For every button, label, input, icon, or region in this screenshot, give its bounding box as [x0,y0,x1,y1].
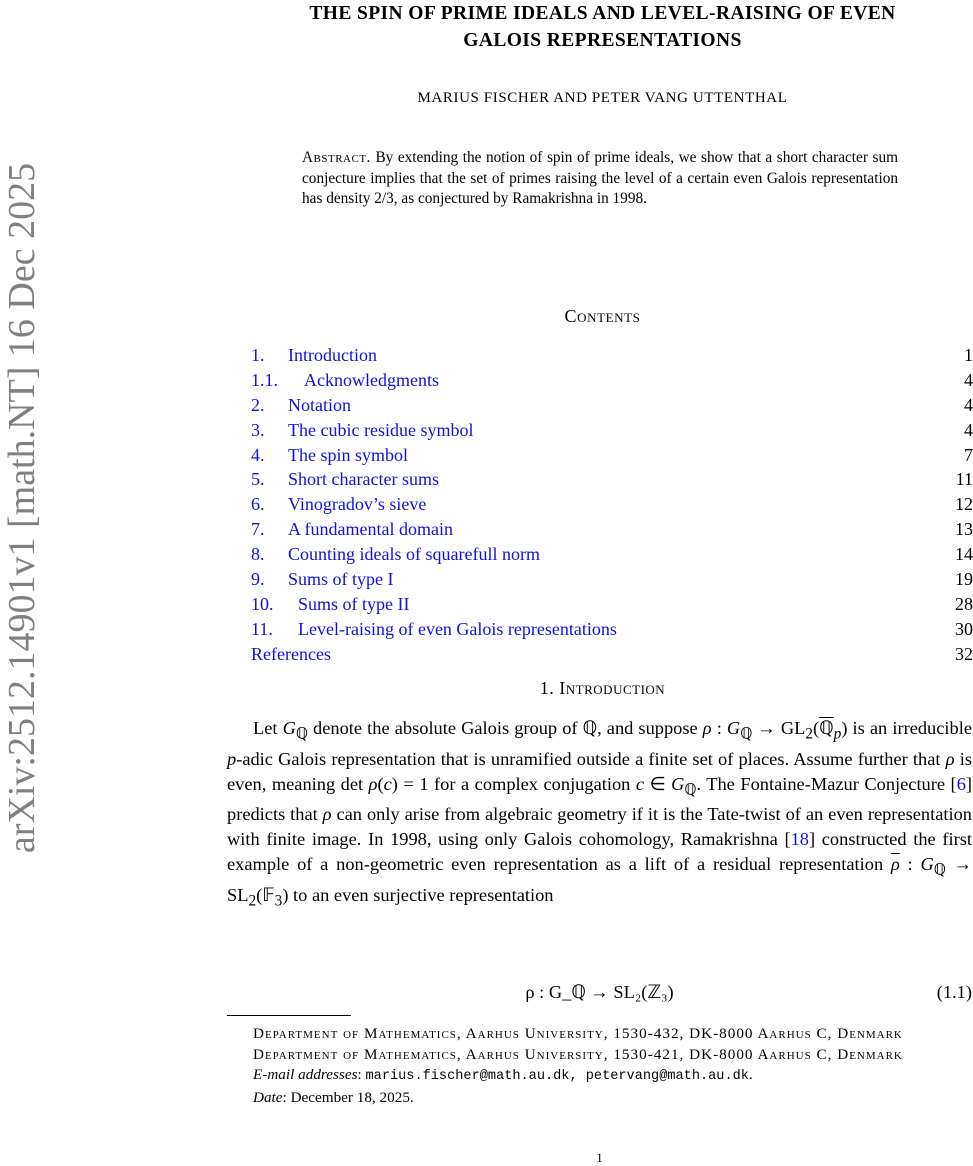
text-run: -adic Galois representation that is unramified outside a finite set of places. Assume further that [236,748,946,769]
page-number: 1 [596,1150,603,1165]
toc-page-number: 12 [955,494,973,515]
authors: MARIUS FISCHER AND PETER VANG UTTENTHAL [417,90,788,106]
text-run: Let [253,718,283,738]
address-1: Department of Mathematics, Aarhus University, 1530-432, DK-8000 Aarhus C, Denmark [253,1025,903,1042]
equation-1-1 [227,982,972,1007]
toc-entry[interactable] [251,492,973,517]
toc-number[interactable]: 1.1. [251,369,278,390]
toc-title-link[interactable]: Sums of type I [288,569,394,590]
toc-title-link[interactable]: Counting ideals of squarefull norm [288,544,540,565]
toc-entry[interactable] [251,443,973,468]
title-line-1: THE SPIN OF PRIME IDEALS AND LEVEL-RAISING OF EVEN [309,3,896,24]
citation-link[interactable]: 6 [956,773,966,794]
toc-number[interactable]: 3. [251,419,265,440]
toc-title-link[interactable]: The spin symbol [288,444,408,465]
equation-number: (1.1) [936,982,972,1002]
toc-title-link[interactable]: Introduction [288,345,377,365]
date-label: Date [253,1088,283,1106]
toc-title-link[interactable]: Vinogradov’s sieve [288,494,427,515]
email-line: E-mail addresses: marius.fischer@math.au.dk, petervang@math.au.dk. [253,1066,753,1084]
toc-page-number: 4 [964,369,973,390]
text-run: is even, meaning det [227,748,972,794]
toc-title-link[interactable]: A fundamental domain [288,519,453,540]
toc-page-number: 28 [955,593,973,614]
arxiv-sidebar [0,0,52,1165]
toc-number[interactable]: 4. [251,444,265,465]
footnotes [227,1024,972,1108]
date-line: Date: December 18, 2025. [253,1088,414,1106]
email-label: E-mail addresses [253,1066,358,1083]
text-run: denote the absolute Galois group of ℚ, and suppose [307,718,703,738]
toc-number[interactable]: 5. [251,469,265,490]
toc-entry[interactable] [251,343,973,368]
section-number: 1. [539,678,555,698]
toc-title-link[interactable]: References [251,643,331,664]
toc-number[interactable]: 9. [251,569,265,590]
text-run: ] predicts that [227,773,973,825]
toc-page-number: 14 [955,544,973,565]
toc-page-number: 13 [955,519,973,540]
abstract [302,148,898,210]
section-title: Introduction [559,678,666,698]
toc-page-number: 32 [955,643,973,664]
toc-entry[interactable] [251,368,973,393]
toc-number[interactable]: 10. [251,593,274,614]
text-run: = 1 for a complex conjugation [397,773,636,794]
equation-text: ρ : G_ℚ → SL₂(ℤ₃) [525,982,674,1002]
text-run: is an irreducible [847,718,972,738]
table-of-contents [251,343,973,667]
citation-link[interactable]: 18 [790,829,809,850]
toc-entry[interactable] [251,642,973,667]
toc-title-link[interactable]: Sums of type II [298,593,410,614]
toc-number[interactable]: 1. [251,345,265,365]
toc-entry[interactable] [251,617,973,642]
email-addresses[interactable]: marius.fischer@math.au.dk, petervang@math.au.dk [365,1069,749,1084]
arxiv-identifier: arXiv:2512.14901v1 [math.NT] 16 Dec 2025 [1,162,43,854]
toc-title-link[interactable]: Acknowledgments [304,369,439,390]
toc-number[interactable]: 6. [251,494,265,515]
toc-page-number: 11 [955,469,973,490]
toc-page-number: 30 [955,618,973,639]
section-heading [230,678,973,699]
toc-entry[interactable] [251,567,973,592]
paper-title [230,0,973,54]
toc-title-link[interactable]: Level-raising of even Galois representations [298,618,617,639]
toc-title-link[interactable]: The cubic residue symbol [288,419,474,440]
toc-page-number: 4 [964,419,973,440]
text-run: . The Fontaine-Mazur Conjecture [ [696,773,957,794]
toc-entry[interactable] [251,592,973,617]
title-line-2: GALOIS REPRESENTATIONS [463,30,742,51]
toc-number[interactable]: 7. [251,519,265,540]
toc-page-number: 1 [964,345,973,365]
contents-heading: Contents [564,306,641,326]
toc-page-number: 4 [964,394,973,415]
toc-number[interactable]: 2. [251,394,265,415]
abstract-label: Abstract. [302,149,371,166]
toc-entry[interactable] [251,517,973,542]
toc-entry[interactable] [251,393,973,418]
address-2: Department of Mathematics, Aarhus University, 1530-421, DK-8000 Aarhus C, Denmark [253,1045,903,1063]
toc-page-number: 7 [964,444,973,465]
toc-number[interactable]: 11. [251,618,273,639]
toc-title-link[interactable]: Notation [288,394,351,415]
abstract-text: By extending the notion of spin of prime ideals, we show that a short character sum conjecture implies that the set of primes raising the level of a certain even Galois representation has density 2/3, as conjectured by Ramakrishna in 1998. [302,149,898,207]
text-run: ] constructed the first example of a non-geometric even representation as a lift of a residual representation [227,829,972,875]
toc-title-link[interactable]: Short character sums [288,469,439,490]
toc-entry[interactable] [251,542,973,567]
intro-paragraph: Let $G_ℚ$ denote the absolute Galois group of ℚ, and suppose ρ : $G_ℚ$ → $GL_2(ℚ_p)$ is an irreducible p-adic Galois representation that is unramified outside a finite set of places. Assume further that ρ is even, meaning det ρ(c) = 1 for a complex conjugation c ∈ $G_ℚ$. The Fontaine-Mazur Conjecture [6] predicts that ρ can only arise from algebraic geometry if it is the Tate-twist of an even representation with finite image. In 1998, using only Galois cohomology, Ramakrishna [18] constructed the first example of a non-geometric even representation as a lift of a residual representation $\overline{\rho}$ : $G_ℚ$ → $SL_2(𝔽_3)$ to an even surjective representation [227,718,973,910]
date-value: December 18, 2025. [290,1088,414,1106]
text-run: can only arise from algebraic geometry if it is the Tate-twist of an even representation with finite image. In 1998, using only Galois cohomology, Ramakrishna [ [227,804,972,850]
toc-page-number: 19 [955,569,973,590]
text-run: to an even surjective representation [288,885,554,906]
toc-entry[interactable] [251,467,973,492]
toc-number[interactable]: 8. [251,544,265,565]
footnote-rule [227,1015,351,1016]
toc-entry[interactable] [251,418,973,443]
